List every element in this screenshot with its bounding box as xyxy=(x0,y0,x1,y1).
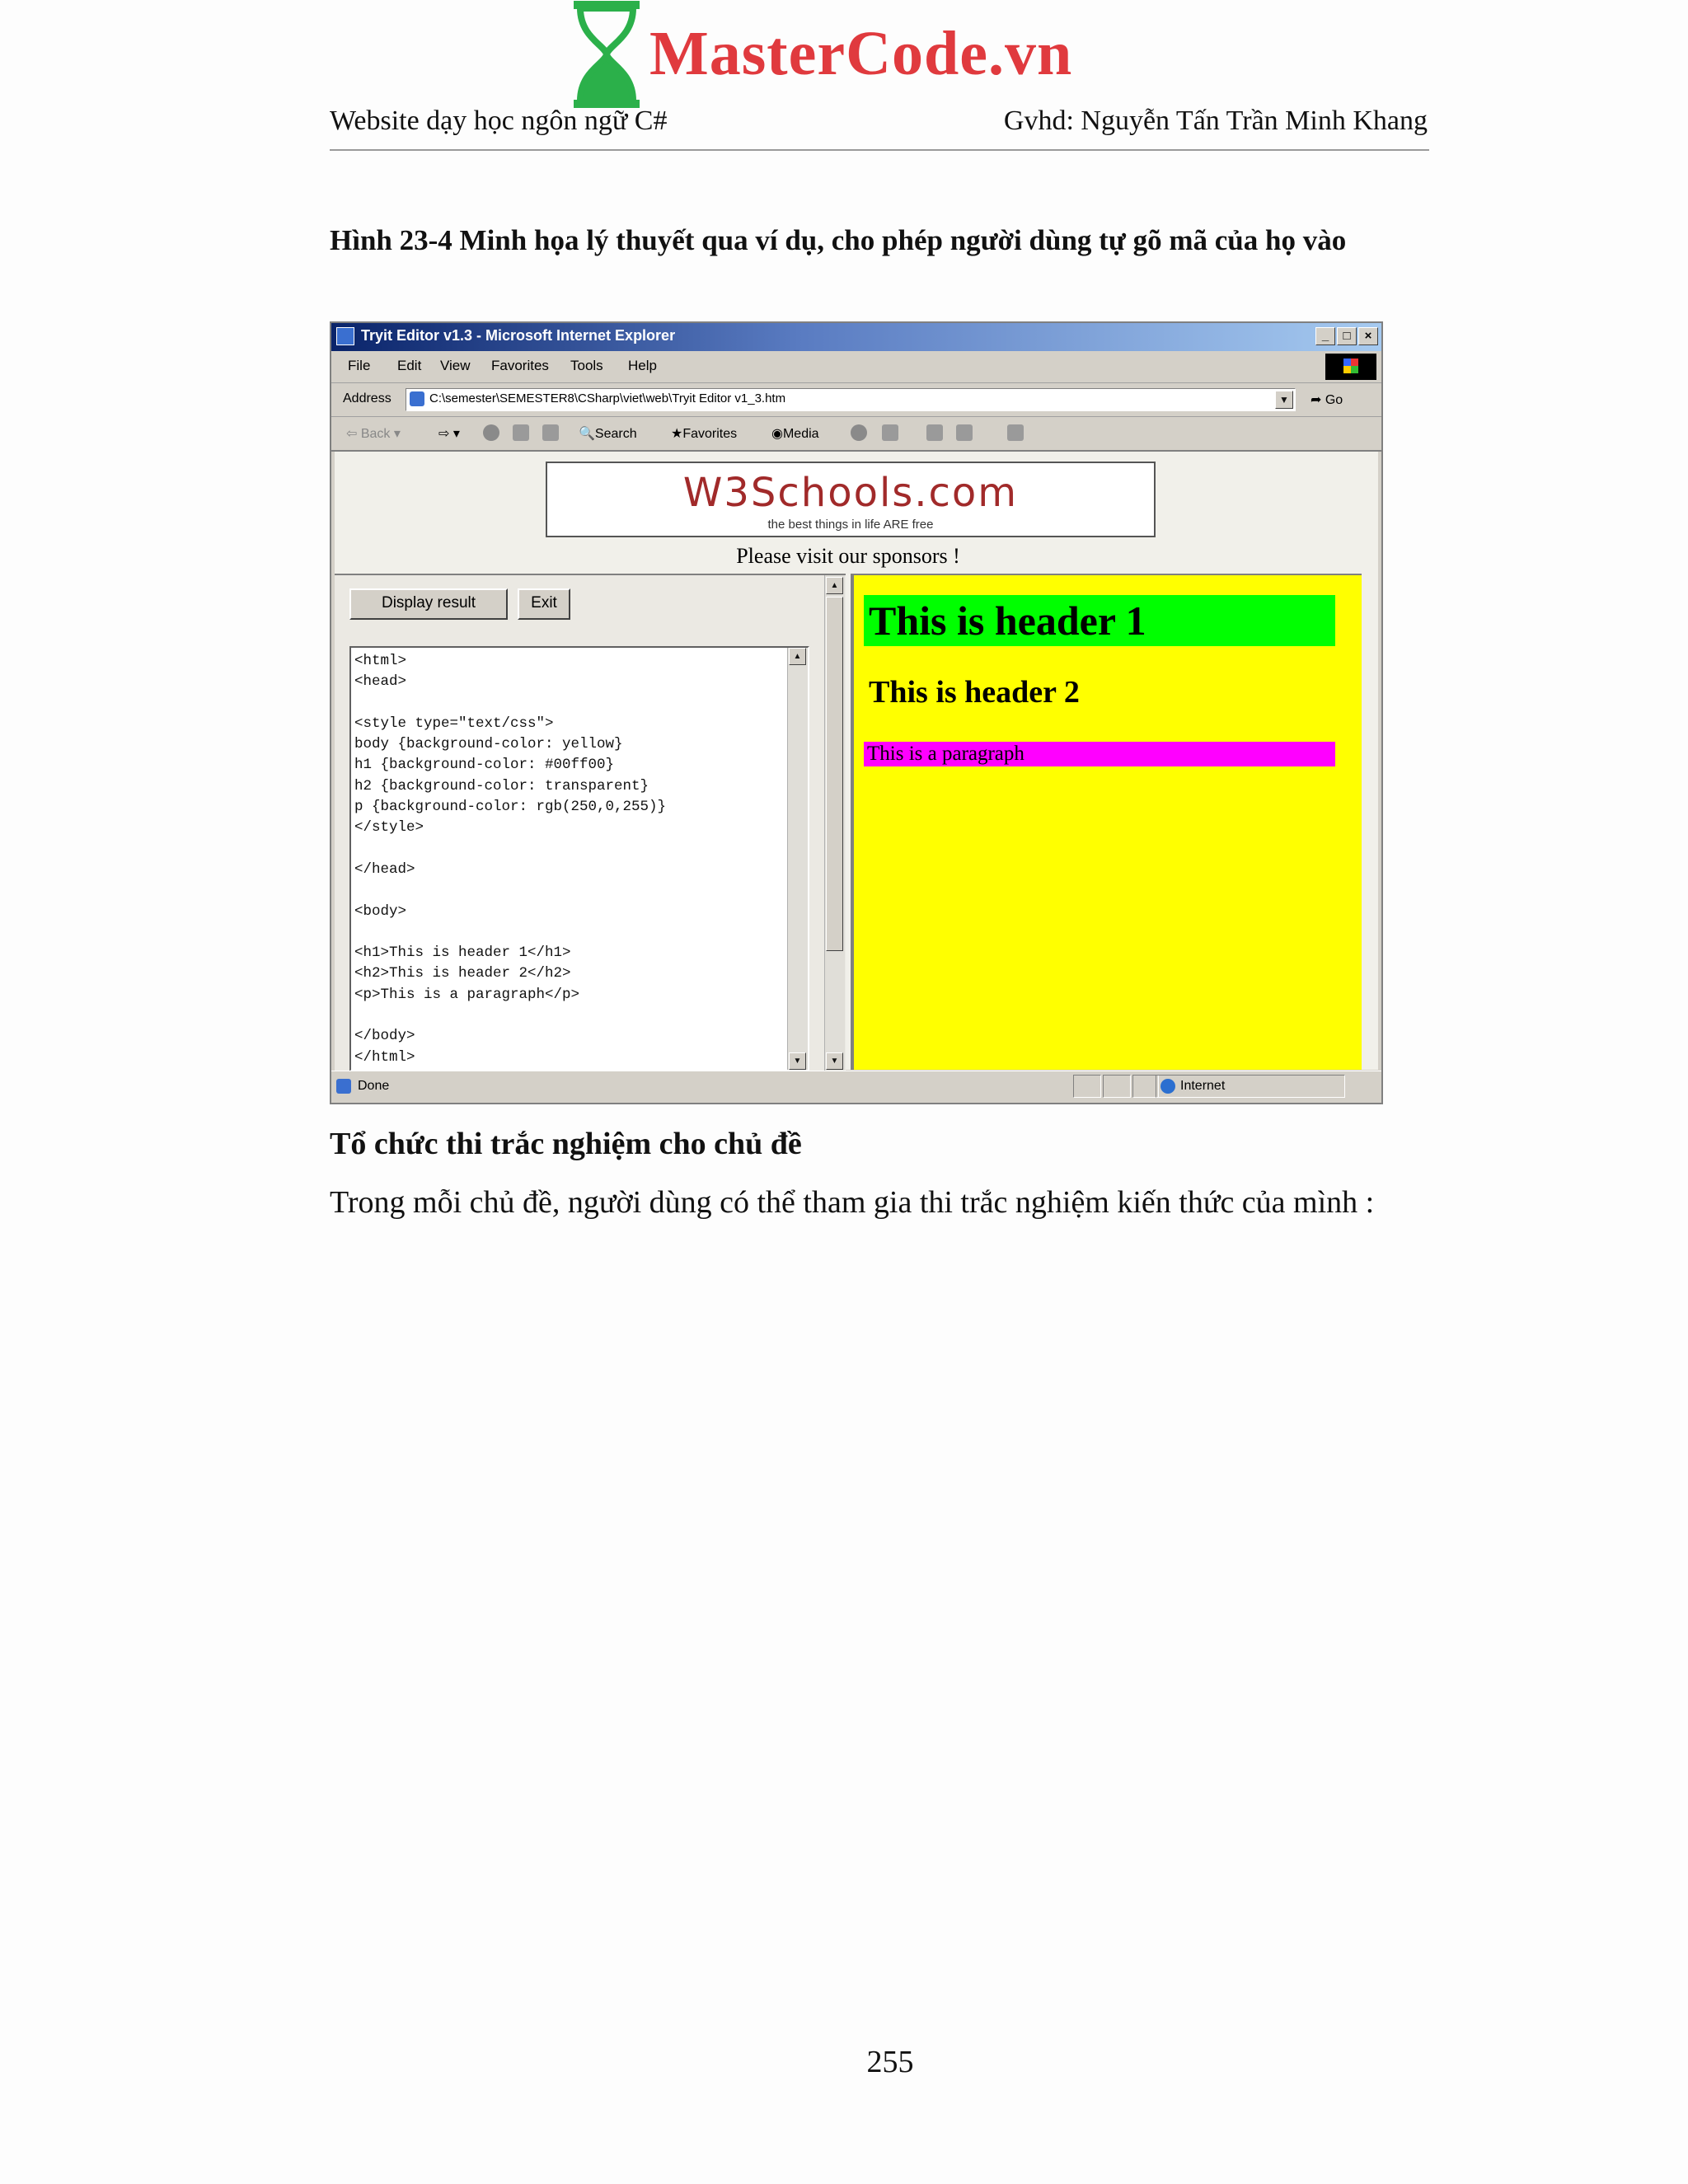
page-icon xyxy=(410,391,424,406)
globe-icon xyxy=(1160,1079,1175,1094)
section-title: Tổ chức thi trắc nghiệm cho chủ đề xyxy=(330,1127,802,1161)
history-icon[interactable] xyxy=(851,424,867,441)
menu-bar xyxy=(331,351,1381,383)
hourglass-icon xyxy=(567,0,646,109)
sponsors-text: Please visit our sponsors ! xyxy=(736,544,960,568)
mail-icon[interactable] xyxy=(882,424,898,441)
w3schools-banner[interactable] xyxy=(546,462,1156,537)
address-url: C:\semester\SEMESTER8\CSharp\viet\web\Tryit Editor v1_3.htm xyxy=(429,391,786,405)
status-cell xyxy=(1073,1075,1101,1098)
frame-scroll-down-icon[interactable]: ▼ xyxy=(826,1052,843,1070)
editor-scrollbar[interactable] xyxy=(787,648,808,1070)
refresh-icon[interactable] xyxy=(513,424,529,441)
status-bar xyxy=(331,1071,1381,1103)
exit-button[interactable]: Exit xyxy=(518,588,570,620)
media-button[interactable]: ◉Media xyxy=(771,427,819,441)
result-frame xyxy=(851,574,1362,1070)
code-text: <html> <head> <style type="text/css"> body {background-color: yellow} h1 {background-color: #00ff00} h2 {background-color: transparent} p {background-color: rgb(250,0,255)} </style> </head> <body> <h1>This is header 1</h1> <h2>This is header 2</h2> <p>This is a paragraph</p> </body> </html> xyxy=(354,653,667,1066)
discuss-icon[interactable] xyxy=(1007,424,1024,441)
result-header-1: This is header 1 xyxy=(864,595,1335,646)
body-paragraph: Trong mỗi chủ đề, người dùng có thể tham gia thi trắc nghiệm kiến thức của mình : xyxy=(330,1185,1375,1220)
stop-icon[interactable] xyxy=(483,424,499,441)
favorites-button[interactable]: ★Favorites xyxy=(671,427,738,441)
scroll-up-icon[interactable]: ▲ xyxy=(789,648,806,665)
figure-caption: Hình 23-4 Minh họa lý thuyết qua ví dụ, cho phép người dùng tự gõ mã của họ vào xyxy=(330,224,1347,256)
edit-icon[interactable] xyxy=(956,424,973,441)
code-frame xyxy=(335,574,846,1071)
menu-view[interactable]: View xyxy=(440,358,471,373)
zone-text: Internet xyxy=(1180,1079,1226,1093)
print-icon[interactable] xyxy=(926,424,943,441)
title-bar xyxy=(331,323,1381,351)
go-button[interactable]: ➦ Go xyxy=(1311,393,1343,407)
chevron-down-icon[interactable]: ▼ xyxy=(1275,391,1293,409)
menu-favorites[interactable]: Favorites xyxy=(491,358,549,373)
page-done-icon xyxy=(336,1079,351,1094)
result-header-2: This is header 2 xyxy=(869,675,1080,710)
code-editor[interactable] xyxy=(349,646,809,1071)
header-divider xyxy=(330,149,1429,151)
search-button[interactable]: 🔍Search xyxy=(579,427,637,441)
frame-scroll-up-icon[interactable]: ▲ xyxy=(826,577,843,594)
address-bar xyxy=(331,383,1381,417)
page-number: 255 xyxy=(866,2045,914,2079)
back-button[interactable]: ⇦ Back ▾ xyxy=(346,427,401,441)
windows-logo-icon xyxy=(1325,354,1376,380)
mastercode-logo xyxy=(567,0,1144,109)
browser-window xyxy=(330,321,1383,1104)
forward-button[interactable]: ⇨ ▾ xyxy=(438,427,460,441)
menu-file[interactable]: File xyxy=(348,358,371,373)
scroll-down-icon[interactable]: ▼ xyxy=(789,1052,806,1070)
frame-scroll-thumb[interactable] xyxy=(826,597,843,951)
address-label: Address xyxy=(343,391,392,405)
minimize-button[interactable]: _ xyxy=(1315,327,1335,345)
maximize-button[interactable]: □ xyxy=(1337,327,1357,345)
search-label: Search xyxy=(594,427,637,441)
toolbar xyxy=(331,417,1381,452)
browser-content xyxy=(335,452,1378,1070)
banner-subtitle: the best things in life ARE free xyxy=(767,518,934,532)
display-result-button[interactable]: Display result xyxy=(349,588,508,620)
media-label: Media xyxy=(782,427,819,441)
banner-title: W3Schools.com xyxy=(682,470,1019,516)
back-label: Back xyxy=(360,427,391,441)
menu-tools[interactable]: Tools xyxy=(570,358,603,373)
frame-scrollbar[interactable] xyxy=(824,575,845,1071)
home-icon[interactable] xyxy=(542,424,559,441)
favorites-label: Favorites xyxy=(682,427,738,441)
header-instructor: Gvhd: Nguyễn Tấn Trần Minh Khang xyxy=(1003,105,1428,136)
brand-name: MasterCode.vn xyxy=(649,19,1073,88)
go-label: Go xyxy=(1325,393,1343,407)
header-site-title: Website dạy học ngôn ngữ C# xyxy=(330,105,668,136)
window-title: Tryit Editor v1.3 - Microsoft Internet Explorer xyxy=(361,327,676,344)
result-paragraph: This is a paragraph xyxy=(864,742,1335,766)
menu-edit[interactable]: Edit xyxy=(397,358,422,373)
menu-help[interactable]: Help xyxy=(628,358,657,373)
ie-icon xyxy=(336,327,354,345)
close-button[interactable]: × xyxy=(1358,327,1378,345)
status-text: Done xyxy=(358,1079,390,1093)
address-input[interactable] xyxy=(406,388,1296,411)
status-cell xyxy=(1103,1075,1131,1098)
